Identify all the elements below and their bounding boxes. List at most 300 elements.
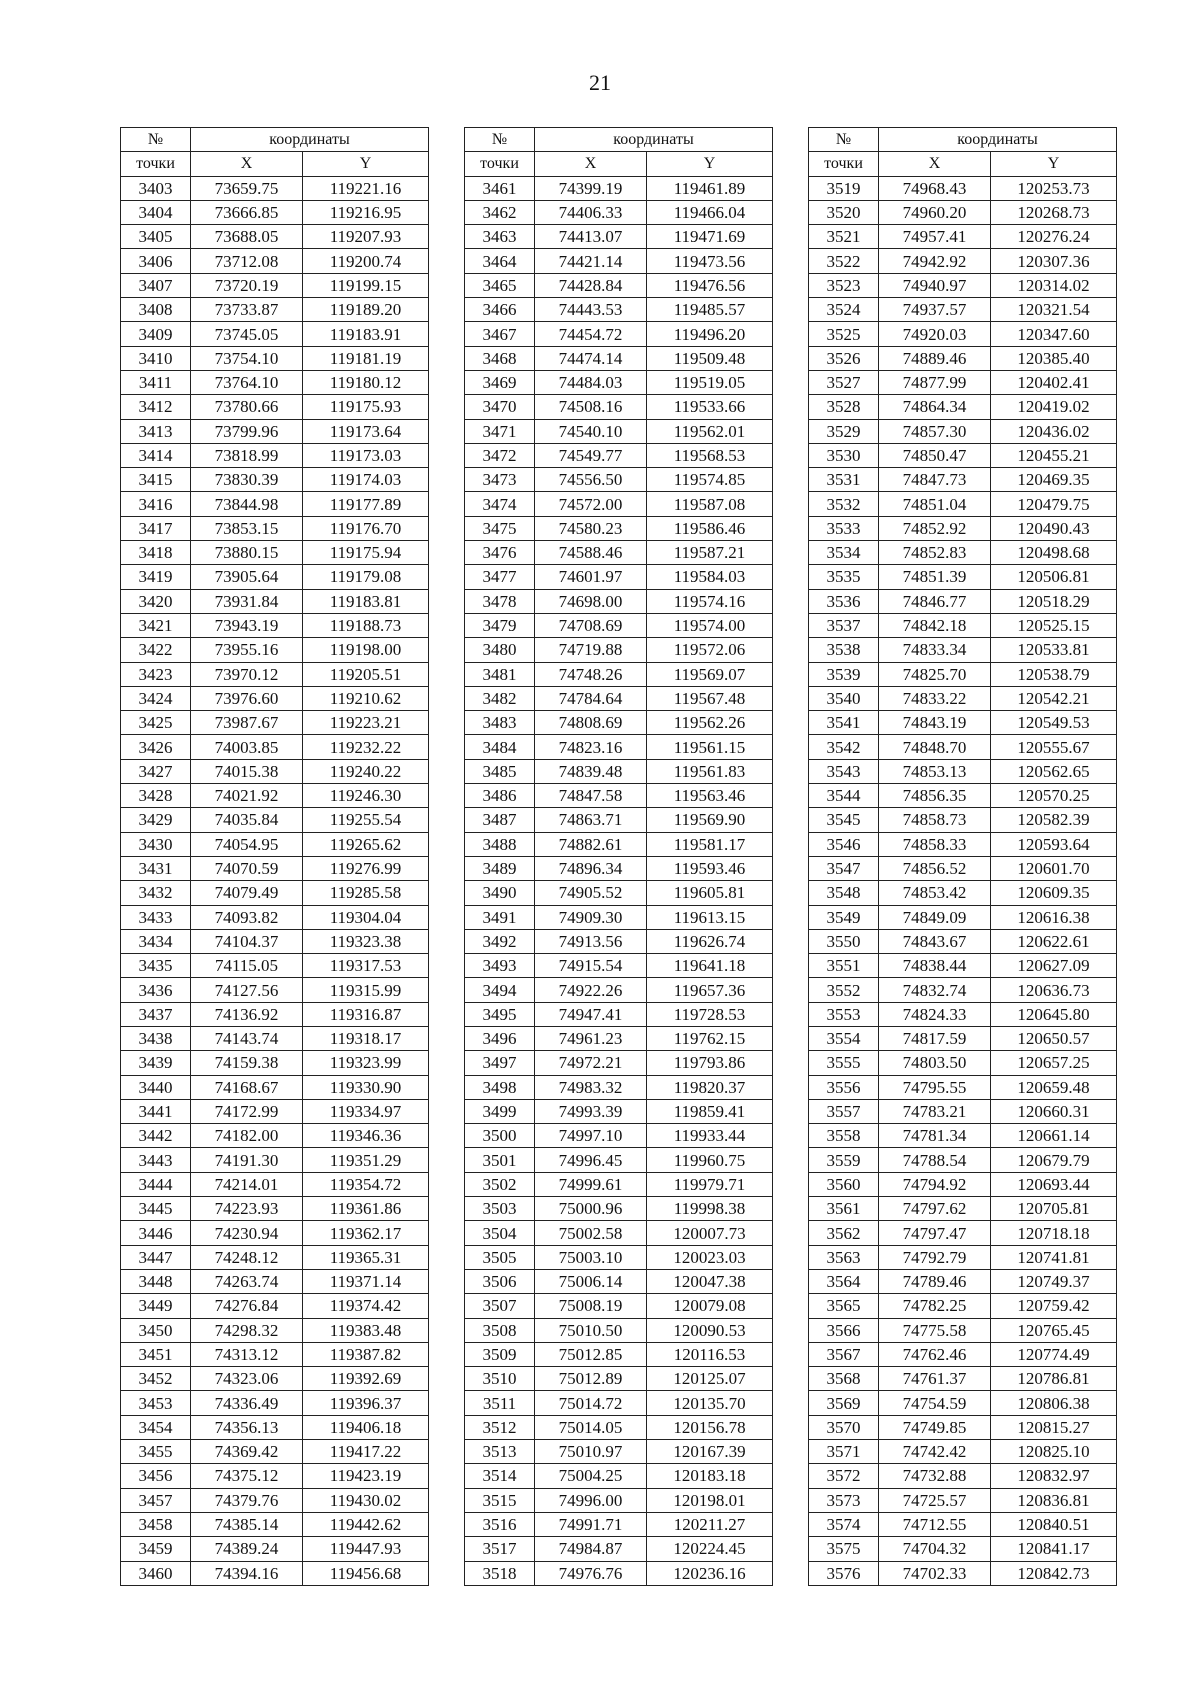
point-number-cell: 3546 bbox=[809, 832, 879, 856]
table-row bbox=[121, 443, 429, 467]
y-coordinate-cell: 119240.22 bbox=[303, 759, 429, 783]
table-row bbox=[121, 1221, 429, 1245]
table-row bbox=[809, 711, 1117, 735]
y-coordinate-cell: 119442.62 bbox=[303, 1512, 429, 1536]
point-number-cell: 3434 bbox=[121, 929, 191, 953]
table-row bbox=[809, 249, 1117, 273]
table-row bbox=[809, 1488, 1117, 1512]
y-coordinate-cell: 120555.67 bbox=[991, 735, 1117, 759]
y-coordinate-cell: 119574.16 bbox=[647, 589, 773, 613]
table-row bbox=[809, 468, 1117, 492]
table-row bbox=[809, 1002, 1117, 1026]
table-row bbox=[465, 249, 773, 273]
y-coordinate-cell: 120314.02 bbox=[991, 273, 1117, 297]
x-coordinate-cell: 74788.54 bbox=[879, 1148, 991, 1172]
table-row bbox=[121, 1561, 429, 1585]
y-coordinate-cell: 120347.60 bbox=[991, 322, 1117, 346]
y-coordinate-cell: 119960.75 bbox=[647, 1148, 773, 1172]
y-coordinate-cell: 120538.79 bbox=[991, 662, 1117, 686]
point-number-cell: 3511 bbox=[465, 1391, 535, 1415]
y-coordinate-cell: 120705.81 bbox=[991, 1197, 1117, 1221]
coordinates-table-2 bbox=[464, 127, 773, 1586]
table-row bbox=[809, 881, 1117, 905]
x-coordinate-cell: 74999.61 bbox=[535, 1172, 647, 1196]
point-number-cell: 3412 bbox=[121, 395, 191, 419]
y-coordinate-cell: 120593.64 bbox=[991, 832, 1117, 856]
y-coordinate-cell: 119471.69 bbox=[647, 225, 773, 249]
table-row bbox=[121, 1002, 429, 1026]
x-coordinate-cell: 74847.58 bbox=[535, 784, 647, 808]
header-num: № bbox=[121, 128, 191, 152]
point-number-cell: 3478 bbox=[465, 589, 535, 613]
y-coordinate-cell: 119533.66 bbox=[647, 395, 773, 419]
table-row bbox=[121, 978, 429, 1002]
point-number-cell: 3572 bbox=[809, 1464, 879, 1488]
x-coordinate-cell: 74263.74 bbox=[191, 1269, 303, 1293]
table-row bbox=[809, 686, 1117, 710]
y-coordinate-cell: 119315.99 bbox=[303, 978, 429, 1002]
x-coordinate-cell: 74104.37 bbox=[191, 929, 303, 953]
y-coordinate-cell: 120660.31 bbox=[991, 1099, 1117, 1123]
point-number-cell: 3549 bbox=[809, 905, 879, 929]
x-coordinate-cell: 75012.89 bbox=[535, 1367, 647, 1391]
point-number-cell: 3418 bbox=[121, 541, 191, 565]
point-number-cell: 3531 bbox=[809, 468, 879, 492]
point-number-cell: 3484 bbox=[465, 735, 535, 759]
y-coordinate-cell: 119605.81 bbox=[647, 881, 773, 905]
y-coordinate-cell: 119205.51 bbox=[303, 662, 429, 686]
x-coordinate-cell: 74795.55 bbox=[879, 1075, 991, 1099]
y-coordinate-cell: 120765.45 bbox=[991, 1318, 1117, 1342]
header-x: X bbox=[191, 152, 303, 176]
table-row bbox=[809, 516, 1117, 540]
point-number-cell: 3420 bbox=[121, 589, 191, 613]
point-number-cell: 3534 bbox=[809, 541, 879, 565]
table-row bbox=[465, 200, 773, 224]
table-row bbox=[465, 370, 773, 394]
x-coordinate-cell: 74143.74 bbox=[191, 1026, 303, 1050]
x-coordinate-cell: 74781.34 bbox=[879, 1124, 991, 1148]
table-row bbox=[809, 1026, 1117, 1050]
point-number-cell: 3426 bbox=[121, 735, 191, 759]
table-row bbox=[809, 1075, 1117, 1099]
point-number-cell: 3466 bbox=[465, 298, 535, 322]
x-coordinate-cell: 74817.59 bbox=[879, 1026, 991, 1050]
table-row bbox=[121, 468, 429, 492]
x-coordinate-cell: 74601.97 bbox=[535, 565, 647, 589]
point-number-cell: 3479 bbox=[465, 613, 535, 637]
header-num: № bbox=[809, 128, 879, 152]
table-row bbox=[121, 565, 429, 589]
x-coordinate-cell: 73844.98 bbox=[191, 492, 303, 516]
x-coordinate-cell: 74833.34 bbox=[879, 638, 991, 662]
page-number: 21 bbox=[589, 70, 611, 95]
x-coordinate-cell: 74474.14 bbox=[535, 346, 647, 370]
point-number-cell: 3470 bbox=[465, 395, 535, 419]
y-coordinate-cell: 120518.29 bbox=[991, 589, 1117, 613]
y-coordinate-cell: 120636.73 bbox=[991, 978, 1117, 1002]
point-number-cell: 3526 bbox=[809, 346, 879, 370]
point-number-cell: 3429 bbox=[121, 808, 191, 832]
point-number-cell: 3538 bbox=[809, 638, 879, 662]
point-number-cell: 3414 bbox=[121, 443, 191, 467]
y-coordinate-cell: 120582.39 bbox=[991, 808, 1117, 832]
x-coordinate-cell: 74968.43 bbox=[879, 176, 991, 200]
table-row bbox=[121, 735, 429, 759]
table-row bbox=[809, 541, 1117, 565]
point-number-cell: 3540 bbox=[809, 686, 879, 710]
point-number-cell: 3543 bbox=[809, 759, 879, 783]
table-row bbox=[121, 1245, 429, 1269]
x-coordinate-cell: 74443.53 bbox=[535, 298, 647, 322]
table-row bbox=[465, 1197, 773, 1221]
table-row bbox=[465, 176, 773, 200]
point-number-cell: 3458 bbox=[121, 1512, 191, 1536]
table-row bbox=[121, 322, 429, 346]
y-coordinate-cell: 119199.15 bbox=[303, 273, 429, 297]
y-coordinate-cell: 119351.29 bbox=[303, 1148, 429, 1172]
table-row bbox=[809, 565, 1117, 589]
x-coordinate-cell: 73733.87 bbox=[191, 298, 303, 322]
x-coordinate-cell: 74783.21 bbox=[879, 1099, 991, 1123]
y-coordinate-cell: 120479.75 bbox=[991, 492, 1117, 516]
y-coordinate-cell: 120749.37 bbox=[991, 1269, 1117, 1293]
point-number-cell: 3561 bbox=[809, 1197, 879, 1221]
x-coordinate-cell: 74797.62 bbox=[879, 1197, 991, 1221]
y-coordinate-cell: 119276.99 bbox=[303, 856, 429, 880]
point-number-cell: 3508 bbox=[465, 1318, 535, 1342]
x-coordinate-cell: 74223.93 bbox=[191, 1197, 303, 1221]
table-row bbox=[121, 808, 429, 832]
table-row bbox=[121, 225, 429, 249]
point-number-cell: 3427 bbox=[121, 759, 191, 783]
x-coordinate-cell: 74394.16 bbox=[191, 1561, 303, 1585]
header-x: X bbox=[535, 152, 647, 176]
x-coordinate-cell: 74127.56 bbox=[191, 978, 303, 1002]
table-row bbox=[465, 273, 773, 297]
y-coordinate-cell: 119361.86 bbox=[303, 1197, 429, 1221]
x-coordinate-cell: 74996.45 bbox=[535, 1148, 647, 1172]
x-coordinate-cell: 74993.39 bbox=[535, 1099, 647, 1123]
y-coordinate-cell: 119569.90 bbox=[647, 808, 773, 832]
y-coordinate-cell: 119371.14 bbox=[303, 1269, 429, 1293]
point-number-cell: 3432 bbox=[121, 881, 191, 905]
y-coordinate-cell: 120661.14 bbox=[991, 1124, 1117, 1148]
point-number-cell: 3440 bbox=[121, 1075, 191, 1099]
table-row bbox=[809, 1124, 1117, 1148]
x-coordinate-cell: 74454.72 bbox=[535, 322, 647, 346]
point-number-cell: 3502 bbox=[465, 1172, 535, 1196]
y-coordinate-cell: 119561.83 bbox=[647, 759, 773, 783]
y-coordinate-cell: 120167.39 bbox=[647, 1440, 773, 1464]
point-number-cell: 3497 bbox=[465, 1051, 535, 1075]
table-row bbox=[809, 1099, 1117, 1123]
y-coordinate-cell: 120276.24 bbox=[991, 225, 1117, 249]
x-coordinate-cell: 74276.84 bbox=[191, 1294, 303, 1318]
table-row bbox=[465, 1294, 773, 1318]
x-coordinate-cell: 74961.23 bbox=[535, 1026, 647, 1050]
x-coordinate-cell: 74172.99 bbox=[191, 1099, 303, 1123]
point-number-cell: 3521 bbox=[809, 225, 879, 249]
y-coordinate-cell: 119406.18 bbox=[303, 1415, 429, 1439]
y-coordinate-cell: 119561.15 bbox=[647, 735, 773, 759]
table-row bbox=[809, 1221, 1117, 1245]
x-coordinate-cell: 74863.71 bbox=[535, 808, 647, 832]
table-row bbox=[809, 176, 1117, 200]
table-row bbox=[465, 1537, 773, 1561]
y-coordinate-cell: 119461.89 bbox=[647, 176, 773, 200]
point-number-cell: 3481 bbox=[465, 662, 535, 686]
y-coordinate-cell: 120836.81 bbox=[991, 1488, 1117, 1512]
y-coordinate-cell: 119173.64 bbox=[303, 419, 429, 443]
x-coordinate-cell: 75008.19 bbox=[535, 1294, 647, 1318]
x-coordinate-cell: 74896.34 bbox=[535, 856, 647, 880]
point-number-cell: 3457 bbox=[121, 1488, 191, 1512]
point-number-cell: 3537 bbox=[809, 613, 879, 637]
point-number-cell: 3545 bbox=[809, 808, 879, 832]
x-coordinate-cell: 74915.54 bbox=[535, 954, 647, 978]
y-coordinate-cell: 119998.38 bbox=[647, 1197, 773, 1221]
point-number-cell: 3485 bbox=[465, 759, 535, 783]
table-row bbox=[121, 832, 429, 856]
table-row bbox=[465, 541, 773, 565]
point-number-cell: 3468 bbox=[465, 346, 535, 370]
x-coordinate-cell: 73745.05 bbox=[191, 322, 303, 346]
point-number-cell: 3492 bbox=[465, 929, 535, 953]
y-coordinate-cell: 119285.58 bbox=[303, 881, 429, 905]
table-row bbox=[809, 613, 1117, 637]
x-coordinate-cell: 73830.39 bbox=[191, 468, 303, 492]
x-coordinate-cell: 75000.96 bbox=[535, 1197, 647, 1221]
y-coordinate-cell: 119362.17 bbox=[303, 1221, 429, 1245]
table-row bbox=[809, 200, 1117, 224]
y-coordinate-cell: 119613.15 bbox=[647, 905, 773, 929]
x-coordinate-cell: 74428.84 bbox=[535, 273, 647, 297]
point-number-cell: 3469 bbox=[465, 370, 535, 394]
coordinates-table-1 bbox=[120, 127, 429, 1586]
y-coordinate-cell: 120321.54 bbox=[991, 298, 1117, 322]
table-row bbox=[465, 954, 773, 978]
y-coordinate-cell: 119365.31 bbox=[303, 1245, 429, 1269]
header-point: точки bbox=[465, 152, 535, 176]
x-coordinate-cell: 74003.85 bbox=[191, 735, 303, 759]
point-number-cell: 3452 bbox=[121, 1367, 191, 1391]
table-row bbox=[809, 784, 1117, 808]
point-number-cell: 3444 bbox=[121, 1172, 191, 1196]
x-coordinate-cell: 74864.34 bbox=[879, 395, 991, 419]
table-row bbox=[465, 589, 773, 613]
x-coordinate-cell: 73720.19 bbox=[191, 273, 303, 297]
y-coordinate-cell: 120759.42 bbox=[991, 1294, 1117, 1318]
y-coordinate-cell: 120570.25 bbox=[991, 784, 1117, 808]
table-row bbox=[809, 1367, 1117, 1391]
y-coordinate-cell: 119354.72 bbox=[303, 1172, 429, 1196]
x-coordinate-cell: 75012.85 bbox=[535, 1342, 647, 1366]
point-number-cell: 3515 bbox=[465, 1488, 535, 1512]
point-number-cell: 3533 bbox=[809, 516, 879, 540]
point-number-cell: 3409 bbox=[121, 322, 191, 346]
x-coordinate-cell: 74399.19 bbox=[535, 176, 647, 200]
table-row bbox=[465, 468, 773, 492]
table-row bbox=[121, 1318, 429, 1342]
table-row bbox=[809, 905, 1117, 929]
point-number-cell: 3510 bbox=[465, 1367, 535, 1391]
table-row bbox=[465, 735, 773, 759]
y-coordinate-cell: 119859.41 bbox=[647, 1099, 773, 1123]
y-coordinate-cell: 119396.37 bbox=[303, 1391, 429, 1415]
point-number-cell: 3489 bbox=[465, 856, 535, 880]
x-coordinate-cell: 74947.41 bbox=[535, 1002, 647, 1026]
x-coordinate-cell: 74070.59 bbox=[191, 856, 303, 880]
table-row bbox=[465, 1367, 773, 1391]
point-number-cell: 3569 bbox=[809, 1391, 879, 1415]
table-row bbox=[809, 662, 1117, 686]
x-coordinate-cell: 74957.41 bbox=[879, 225, 991, 249]
y-coordinate-cell: 119323.38 bbox=[303, 929, 429, 953]
point-number-cell: 3519 bbox=[809, 176, 879, 200]
y-coordinate-cell: 119626.74 bbox=[647, 929, 773, 953]
table-row bbox=[465, 1124, 773, 1148]
y-coordinate-cell: 119979.71 bbox=[647, 1172, 773, 1196]
x-coordinate-cell: 74857.30 bbox=[879, 419, 991, 443]
y-coordinate-cell: 119207.93 bbox=[303, 225, 429, 249]
point-number-cell: 3507 bbox=[465, 1294, 535, 1318]
table-row bbox=[809, 856, 1117, 880]
y-coordinate-cell: 120490.43 bbox=[991, 516, 1117, 540]
x-coordinate-cell: 75006.14 bbox=[535, 1269, 647, 1293]
table-row bbox=[121, 638, 429, 662]
y-coordinate-cell: 120627.09 bbox=[991, 954, 1117, 978]
table-row bbox=[809, 1537, 1117, 1561]
table-row bbox=[465, 808, 773, 832]
y-coordinate-cell: 119392.69 bbox=[303, 1367, 429, 1391]
y-coordinate-cell: 119587.08 bbox=[647, 492, 773, 516]
y-coordinate-cell: 119519.05 bbox=[647, 370, 773, 394]
point-number-cell: 3477 bbox=[465, 565, 535, 589]
y-coordinate-cell: 120842.73 bbox=[991, 1561, 1117, 1585]
point-number-cell: 3535 bbox=[809, 565, 879, 589]
y-coordinate-cell: 120786.81 bbox=[991, 1367, 1117, 1391]
point-number-cell: 3428 bbox=[121, 784, 191, 808]
table-row bbox=[121, 1269, 429, 1293]
point-number-cell: 3424 bbox=[121, 686, 191, 710]
point-number-cell: 3564 bbox=[809, 1269, 879, 1293]
point-number-cell: 3548 bbox=[809, 881, 879, 905]
y-coordinate-cell: 120659.48 bbox=[991, 1075, 1117, 1099]
table-row bbox=[809, 1391, 1117, 1415]
x-coordinate-cell: 74704.32 bbox=[879, 1537, 991, 1561]
point-number-cell: 3567 bbox=[809, 1342, 879, 1366]
table-row bbox=[121, 176, 429, 200]
x-coordinate-cell: 74877.99 bbox=[879, 370, 991, 394]
y-coordinate-cell: 120741.81 bbox=[991, 1245, 1117, 1269]
point-number-cell: 3460 bbox=[121, 1561, 191, 1585]
header-coords: координаты bbox=[879, 128, 1117, 152]
x-coordinate-cell: 74035.84 bbox=[191, 808, 303, 832]
x-coordinate-cell: 75003.10 bbox=[535, 1245, 647, 1269]
table-row bbox=[465, 856, 773, 880]
table-row bbox=[465, 565, 773, 589]
x-coordinate-cell: 74976.76 bbox=[535, 1561, 647, 1585]
x-coordinate-cell: 73754.10 bbox=[191, 346, 303, 370]
x-coordinate-cell: 74797.47 bbox=[879, 1221, 991, 1245]
y-coordinate-cell: 119562.01 bbox=[647, 419, 773, 443]
y-coordinate-cell: 119567.48 bbox=[647, 686, 773, 710]
x-coordinate-cell: 73970.12 bbox=[191, 662, 303, 686]
table-row bbox=[121, 905, 429, 929]
y-coordinate-cell: 120307.36 bbox=[991, 249, 1117, 273]
table-row bbox=[809, 735, 1117, 759]
point-number-cell: 3541 bbox=[809, 711, 879, 735]
table-row bbox=[121, 492, 429, 516]
y-coordinate-cell: 120815.27 bbox=[991, 1415, 1117, 1439]
point-number-cell: 3406 bbox=[121, 249, 191, 273]
table-row bbox=[121, 1172, 429, 1196]
x-coordinate-cell: 74850.47 bbox=[879, 443, 991, 467]
y-coordinate-cell: 120832.97 bbox=[991, 1464, 1117, 1488]
y-coordinate-cell: 119793.86 bbox=[647, 1051, 773, 1075]
point-number-cell: 3550 bbox=[809, 929, 879, 953]
y-coordinate-cell: 119562.26 bbox=[647, 711, 773, 735]
x-coordinate-cell: 74937.57 bbox=[879, 298, 991, 322]
x-coordinate-cell: 74784.64 bbox=[535, 686, 647, 710]
table-row bbox=[121, 1488, 429, 1512]
x-coordinate-cell: 74843.67 bbox=[879, 929, 991, 953]
x-coordinate-cell: 74336.49 bbox=[191, 1391, 303, 1415]
table-row bbox=[121, 541, 429, 565]
y-coordinate-cell: 119762.15 bbox=[647, 1026, 773, 1050]
table-row bbox=[465, 1172, 773, 1196]
point-number-cell: 3500 bbox=[465, 1124, 535, 1148]
header-coords: координаты bbox=[535, 128, 773, 152]
x-coordinate-cell: 74698.00 bbox=[535, 589, 647, 613]
y-coordinate-cell: 119574.85 bbox=[647, 468, 773, 492]
point-number-cell: 3525 bbox=[809, 322, 879, 346]
table-row bbox=[809, 1464, 1117, 1488]
header-y: Y bbox=[303, 152, 429, 176]
table-row bbox=[121, 1342, 429, 1366]
point-number-cell: 3435 bbox=[121, 954, 191, 978]
point-number-cell: 3417 bbox=[121, 516, 191, 540]
point-number-cell: 3413 bbox=[121, 419, 191, 443]
point-number-cell: 3464 bbox=[465, 249, 535, 273]
y-coordinate-cell: 120693.44 bbox=[991, 1172, 1117, 1196]
x-coordinate-cell: 73764.10 bbox=[191, 370, 303, 394]
table-row bbox=[121, 881, 429, 905]
point-number-cell: 3514 bbox=[465, 1464, 535, 1488]
x-coordinate-cell: 74191.30 bbox=[191, 1148, 303, 1172]
y-coordinate-cell: 119346.36 bbox=[303, 1124, 429, 1148]
y-coordinate-cell: 120116.53 bbox=[647, 1342, 773, 1366]
x-coordinate-cell: 74761.37 bbox=[879, 1367, 991, 1391]
x-coordinate-cell: 74858.73 bbox=[879, 808, 991, 832]
table-row bbox=[809, 978, 1117, 1002]
y-coordinate-cell: 119657.36 bbox=[647, 978, 773, 1002]
x-coordinate-cell: 74323.06 bbox=[191, 1367, 303, 1391]
point-number-cell: 3442 bbox=[121, 1124, 191, 1148]
y-coordinate-cell: 119232.22 bbox=[303, 735, 429, 759]
x-coordinate-cell: 74214.01 bbox=[191, 1172, 303, 1196]
point-number-cell: 3504 bbox=[465, 1221, 535, 1245]
point-number-cell: 3482 bbox=[465, 686, 535, 710]
y-coordinate-cell: 120718.18 bbox=[991, 1221, 1117, 1245]
y-coordinate-cell: 119933.44 bbox=[647, 1124, 773, 1148]
x-coordinate-cell: 74748.26 bbox=[535, 662, 647, 686]
x-coordinate-cell: 74732.88 bbox=[879, 1464, 991, 1488]
x-coordinate-cell: 74508.16 bbox=[535, 395, 647, 419]
x-coordinate-cell: 74856.35 bbox=[879, 784, 991, 808]
table-row bbox=[121, 856, 429, 880]
